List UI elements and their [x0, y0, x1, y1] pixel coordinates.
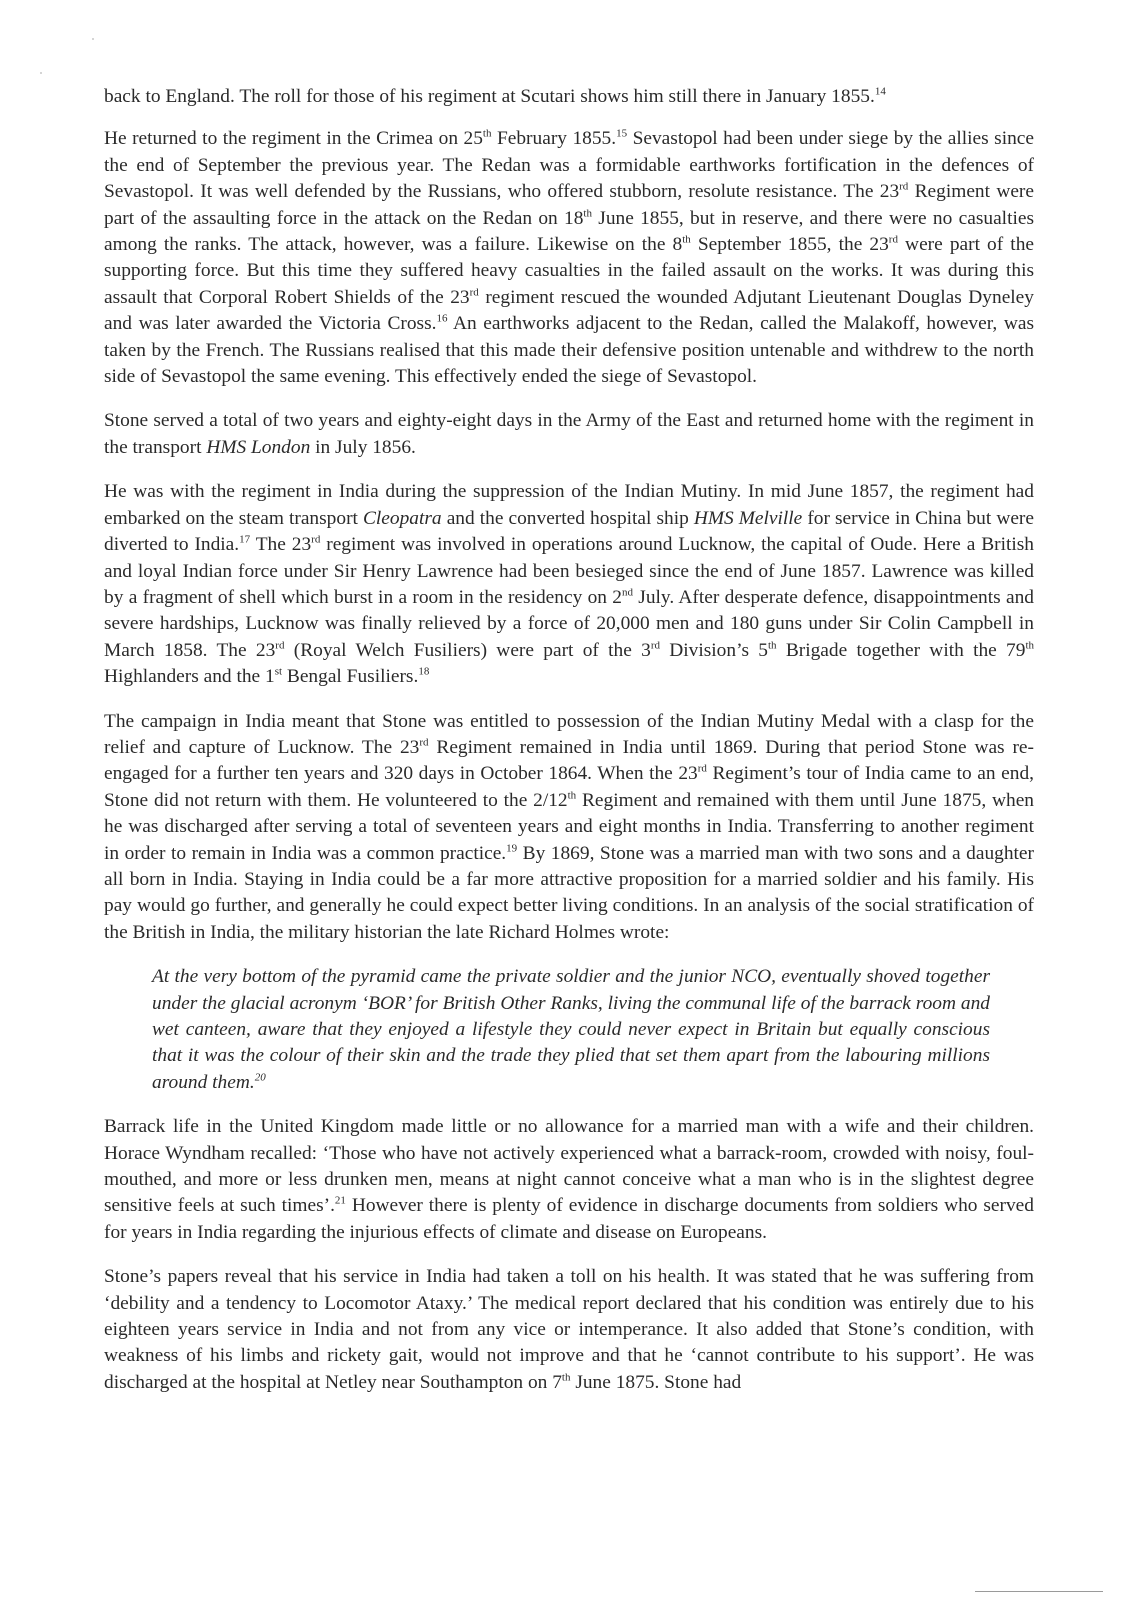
footnote-marker: 21	[334, 1194, 346, 1207]
footnote-marker: 18	[418, 665, 430, 678]
text-run: Regiment were part of the assaulting force in the attack on the Redan on 18	[104, 181, 1034, 229]
footnote-marker: th	[567, 789, 577, 802]
footnote-marker: th	[1025, 639, 1034, 652]
paragraph-4	[104, 479, 1034, 690]
text-run: He returned to the regiment in the Crimea on 25	[104, 128, 483, 150]
footnote-marker: st	[274, 665, 283, 678]
text-run: September 1855, the 23	[690, 234, 889, 256]
text-run: June 1855, but in reserve, and there were no casualties among the ranks. The attack, however, was a failure. Likewise on the 8	[104, 207, 1034, 256]
text-run: for service in China but were diverted to India.	[104, 507, 1034, 556]
footnote-marker: rd	[888, 233, 898, 246]
paragraph-3	[104, 408, 1034, 461]
footnote-marker: th	[767, 639, 777, 652]
text-run: The campaign in India meant that Stone was entitled to possession of the Indian Mutiny Medal with a clasp for the relief and capture of Lucknow. The 23	[104, 710, 1034, 758]
text-run: (Royal Welch Fusiliers) were part of the 3	[284, 639, 651, 661]
text-run: Regiment and remained with them until June 1875, when he was discharged after serving a total of seventeen years and eight months in India. Transferring to another regiment in order to remain in India was a common practice.	[104, 789, 1034, 864]
text-run: Stone’s papers reveal that his service in India had taken a toll on his health. It was stated that he was suffering from ‘debility and a tendency to Locomotor Ataxy.’ The medical report declared that his condition was entirely due to his eighteen years service in India and not from any vice or intemperance. It also added that Stone’s condition, with weakness of his limbs and rickety gait, would not improve and that he ‘cannot contribute to his support’. He was discharged at the hospital at Netley near Southampton on 7	[104, 1266, 1034, 1393]
text-run: An earthworks adjacent to the Redan, called the Malakoff, however, was taken by the French. The Russians realised that this made their defensive position untenable and withdrew to the north side of Sevastopol the same evening. This effectively ended the siege of Sevastopol.	[104, 313, 1034, 388]
block-quote	[152, 964, 990, 1096]
text-run: July. After desperate defence, disappointments and severe hardships, Lucknow was finally relieved by a force of 20,000 men and 180 guns under Sir Colin Campbell in March 1858. The 23	[104, 586, 1034, 661]
footnote-marker: rd	[697, 762, 707, 775]
text-run: Brigade together with the 79	[776, 639, 1026, 661]
body-text	[104, 84, 1034, 1414]
footnote-marker: nd	[621, 586, 633, 599]
footnote-marker: 19	[506, 842, 518, 855]
text-run: Regiment remained in India until 1869. During that period Stone was re-engaged for a further ten years and 320 days in October 1864. When the 23	[104, 736, 1034, 785]
footnote-marker: rd	[419, 736, 429, 749]
scan-speck	[40, 72, 42, 74]
text-run: Sevastopol had been under siege by the allies since the end of September the previous year. The Redan was a formidable earthworks fortification in the defences of Sevastopol. It was well defended by the Russians, who offered stubborn, resolute resistance. The 23	[104, 128, 1035, 203]
text-run: February 1855.	[491, 128, 617, 150]
footnote-marker: rd	[275, 639, 285, 652]
footnote-marker: rd	[650, 639, 660, 652]
text-run: in July 1856.	[310, 436, 416, 458]
footnote-marker: 17	[239, 533, 251, 546]
footnote-marker: rd	[899, 180, 909, 193]
text-run: regiment was involved in operations around Lucknow, the capital of Oude. Here a British and loyal Indian force under Sir Henry Lawrence had been besieged since the end of June 1857. Lawrence was killed by a fragment of shell which burst in a room in the residency on 2	[104, 534, 1035, 608]
text-run: However there is plenty of evidence in discharge documents from soldiers who served for years in India regarding the injurious effects of climate and disease on Europeans.	[104, 1195, 1034, 1243]
text-run: Barrack life in the United Kingdom made little or no allowance for a married man with a wife and their children. Horace Wyndham recalled: ‘Those who have not actively experienced what a barrack-room, crowded with noisy, foul-mouthed, and more or less drunken men, means at night cannot conceive what a man who is in the slightest degree sensitive feels at such times’.	[104, 1116, 1034, 1217]
italic-text: Cleopatra	[362, 507, 442, 529]
page-edge-rule	[975, 1591, 1103, 1592]
text-run: and the converted hospital ship	[441, 507, 694, 529]
footnote-marker: th	[682, 233, 691, 246]
text-run: back to England. The roll for those of his regiment at Scutari shows him still there in January 1855.	[104, 86, 875, 107]
paragraph-5	[104, 709, 1034, 947]
text-run: June 1875. Stone had	[570, 1371, 742, 1393]
footnote-marker: 14	[874, 85, 886, 98]
footnote-marker: 16	[436, 312, 448, 325]
footnote-marker: rd	[311, 533, 321, 546]
footnote-marker: rd	[469, 286, 479, 299]
text-run: At the very bottom of the pyramid came the private soldier and the junior NCO, eventually shoved together under the glacial acronym ‘BOR’ for British Other Ranks, living the communal life of the barrack room and wet canteen, aware that they enjoyed a lifestyle they could never expect in Britain but equally conscious that it was the colour of their skin and the trade they plied that set them apart from the labouring millions around them.	[152, 966, 990, 1093]
italic-text: HMS London	[206, 436, 311, 458]
footnote-marker: th	[561, 1371, 571, 1384]
text-run: By 1869, Stone was a married man with two sons and a daughter all born in India. Staying in India could be a far more attractive proposition for a married soldier and his family. His pay would go further, and generally he could expect better living conditions. In an analysis of the social stratification of the British in India, the military historian the late Richard Holmes wrote:	[104, 842, 1034, 943]
footnote-marker: 15	[616, 127, 628, 140]
text-run: Division’s 5	[659, 639, 768, 661]
text-run: Bengal Fusiliers.	[282, 666, 419, 688]
paragraph-6	[104, 1114, 1034, 1246]
text-run: Highlanders and the 1	[104, 666, 275, 688]
text-run: Stone served a total of two years and eighty-eight days in the Army of the East and returned home with the regiment in the transport	[104, 410, 1034, 458]
footnote-marker: 20	[254, 1071, 266, 1084]
text-run: were part of the supporting force. But this time they suffered heavy casualties in the failed assault on the works. It was during this assault that Corporal Robert Shields of the 23	[104, 234, 1034, 308]
text-run: regiment rescued the wounded Adjutant Lieutenant Douglas Dyneley and was later awarded the Victoria Cross.	[104, 286, 1034, 335]
footnote-marker: th	[583, 207, 592, 220]
text-run: Regiment’s tour of India came to an end, Stone did not return with them. He volunteered to the 2/12	[104, 763, 1034, 811]
text-run: He was with the regiment in India during the suppression of the Indian Mutiny. In mid June 1857, the regiment had embarked on the steam transport	[104, 481, 1034, 529]
paragraph-2	[104, 126, 1034, 390]
scan-speck	[92, 38, 94, 40]
paragraph-1	[104, 84, 1034, 110]
text-run: The 23	[250, 534, 312, 556]
paragraph-7	[104, 1264, 1034, 1396]
footnote-marker: th	[482, 127, 492, 140]
italic-text: HMS Melville	[693, 507, 803, 529]
